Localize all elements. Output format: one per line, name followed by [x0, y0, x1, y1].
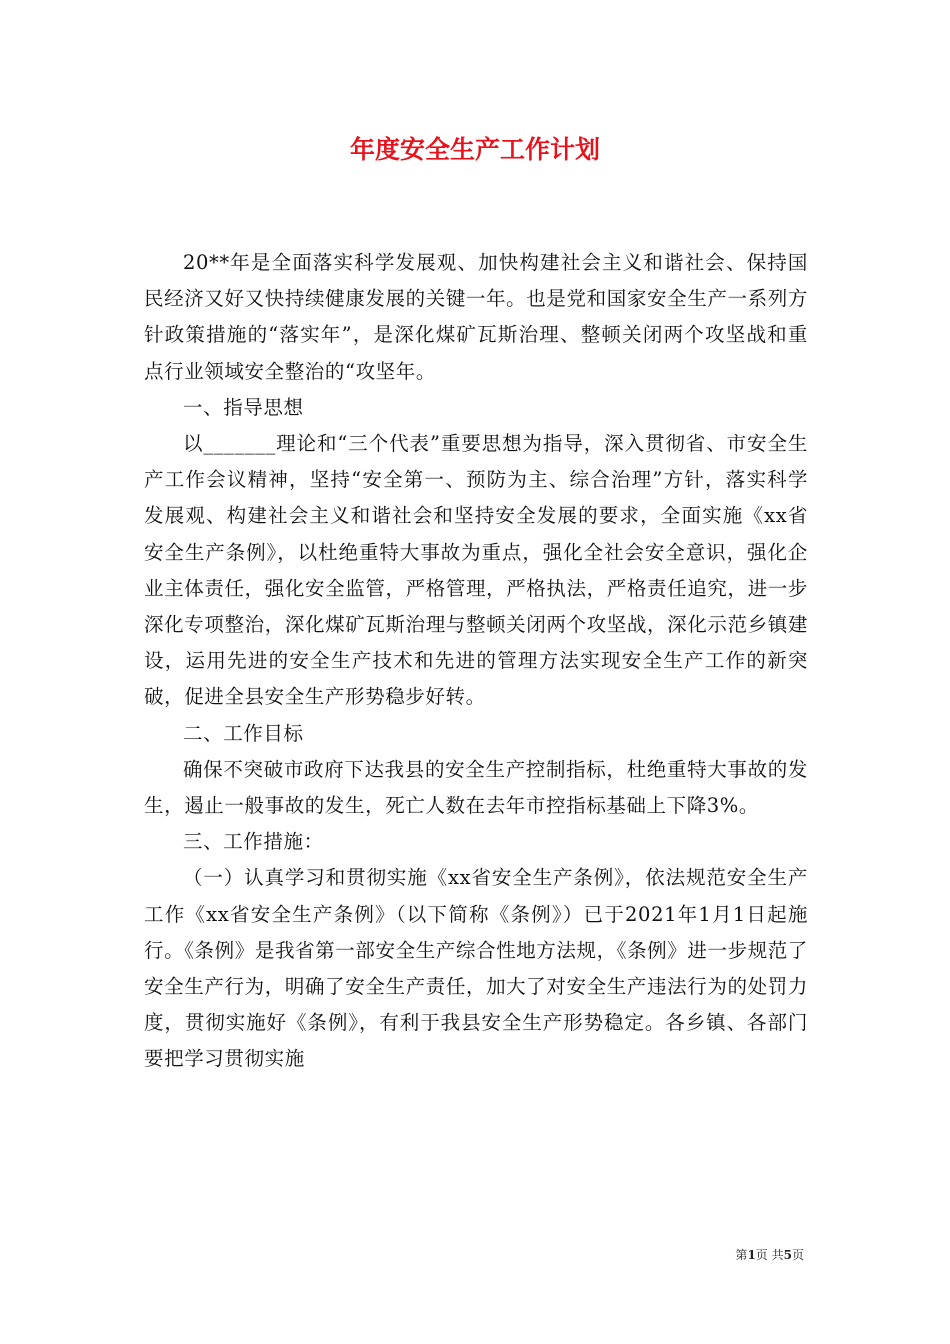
footer-total-pages: 5	[783, 1248, 792, 1262]
paragraph-intro: 20**年是全面落实科学发展观、加快构建社会主义和谐社会、保持国民经济又好又快持续健康发展的关键一年。也是党和国家安全生产一系列方针政策措施的“落实年”，是深化煤矿瓦斯治理、整顿关闭两个攻坚战和重点行业领域安全整治的“攻坚年。	[144, 251, 808, 383]
section-heading-guiding-thought: 一、指导思想	[183, 395, 304, 419]
document-body	[144, 245, 808, 1078]
section-heading-work-measures: 三、工作措施：	[183, 830, 324, 854]
document-title: 年度安全生产工作计划	[349, 135, 600, 164]
footer-suffix: 页	[791, 1248, 804, 1262]
footer-middle: 页 共	[755, 1248, 784, 1262]
paragraph-work-goals: 确保不突破市政府下达我县的安全生产控制指标，杜绝重特大事故的发生，遏止一般事故的发生，死亡人数在去年市控指标基础上下降3%。	[144, 757, 808, 818]
footer-current-page: 1	[747, 1248, 756, 1262]
page-number-footer	[735, 1246, 804, 1263]
footer-prefix: 第	[735, 1248, 748, 1262]
section-heading-work-goals: 二、工作目标	[183, 721, 304, 745]
paragraph-work-measures-1: （一）认真学习和贯彻实施《xx省安全生产条例》，依法规范安全生产工作《xx省安全生产条例》（以下简称《条例》）已于2021年1月1日起施行。《条例》是我省第一部安全生产综合性地方法规，《条例》进一步规范了安全生产行为，明确了安全生产责任，加大了对安全生产违法行为的处罚力度，贯彻实施好《条例》，有利于我县安全生产形势稳定。各乡镇、各部门要把学习贯彻实施	[144, 866, 808, 1071]
paragraph-guiding-thought: 以_______理论和“三个代表”重要思想为指导，深入贯彻省、市安全生产工作会议精神，坚持“安全第一、预防为主、综合治理”方针，落实科学发展观、构建社会主义和谐社会和坚持安全发展的要求，全面实施《xx省安全生产条例》，以杜绝重特大事故为重点，强化全社会安全意识，强化企业主体责任，强化安全监管，严格管理，严格执法，严格责任追究，进一步深化专项整治，深化煤矿瓦斯治理与整顿关闭两个攻坚战，深化示范乡镇建设，运用先进的安全生产技术和先进的管理方法实现安全生产工作的新突破，促进全县安全生产形势稳步好转。	[144, 432, 808, 709]
